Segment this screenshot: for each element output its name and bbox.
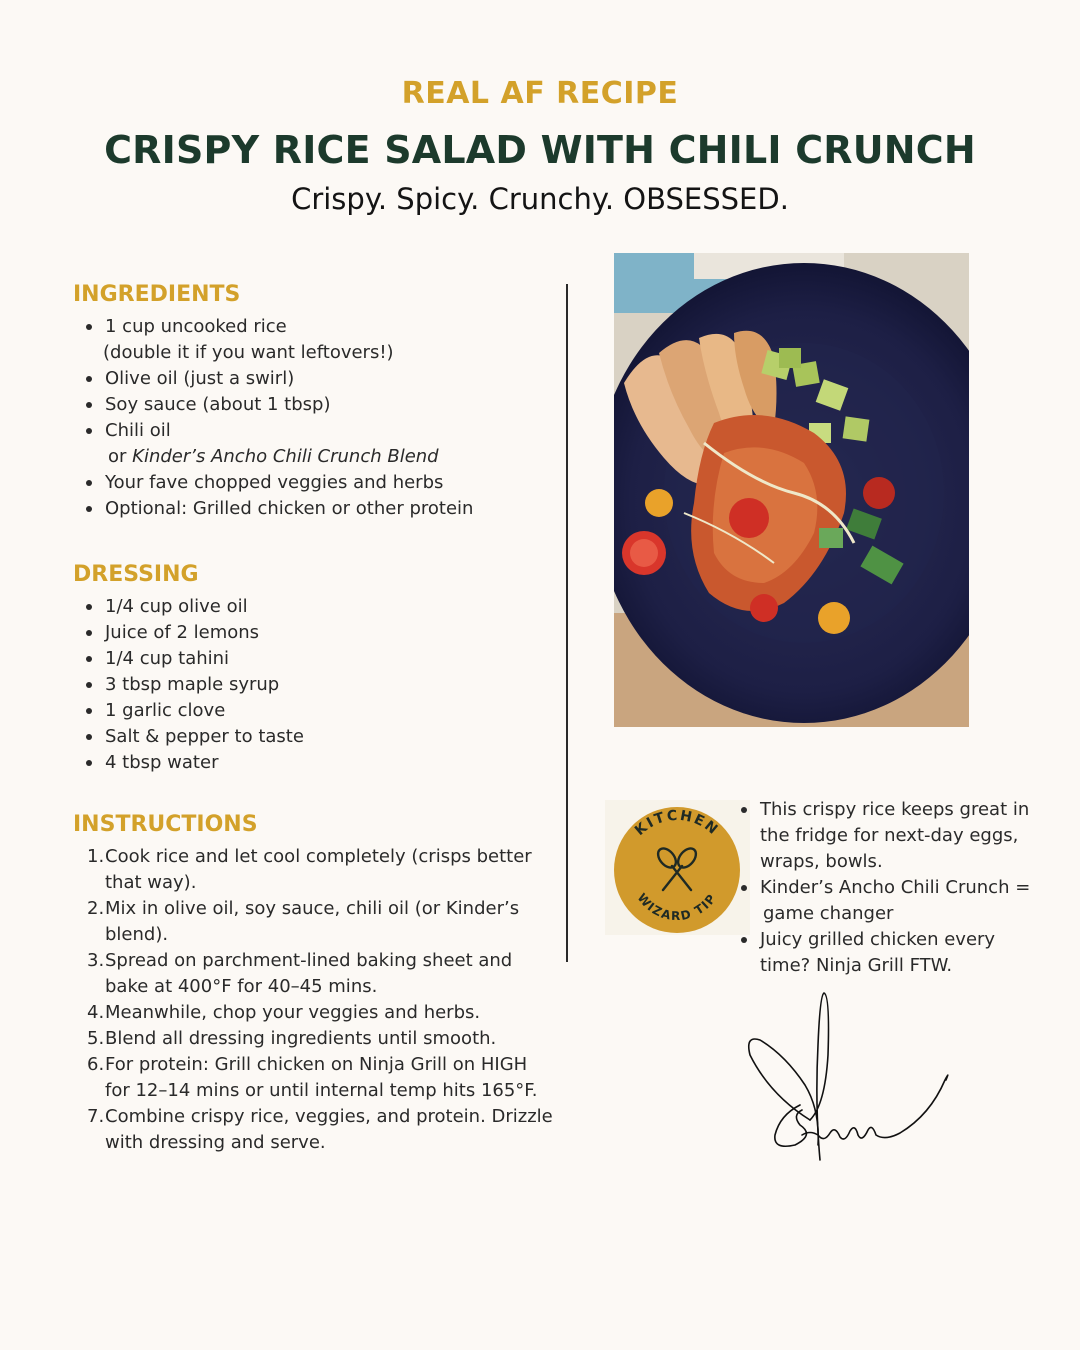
tip-text: Kinder’s Ancho Chili Crunch = xyxy=(760,877,1031,898)
list-item xyxy=(73,1052,553,1104)
list-item xyxy=(728,875,1058,927)
step-number: 1. xyxy=(87,846,105,867)
ingredient-alt-product: Kinder’s Ancho Chili Crunch Blend xyxy=(132,446,439,467)
dressing-heading: DRESSING xyxy=(73,562,199,587)
tips-section xyxy=(728,797,1058,979)
tip-text-cont: time? Ninja Grill FTW. xyxy=(760,955,953,976)
list-item xyxy=(73,1000,553,1026)
column-divider xyxy=(566,284,568,962)
list-item xyxy=(728,927,1058,979)
ingredient-alt-prefix: or xyxy=(108,446,133,467)
step-text: Mix in olive oil, soy sauce, chili oil (or Kinder’s xyxy=(105,898,520,919)
step-text-cont: for 12–14 mins or until internal temp hits 165°F. xyxy=(105,1080,538,1101)
list-item xyxy=(728,797,1058,875)
list-item: Salt & pepper to taste xyxy=(73,724,553,750)
ingredient-text: Chili oil xyxy=(105,420,171,441)
list-item: 4 tbsp water xyxy=(73,750,553,776)
step-text: For protein: Grill chicken on Ninja Grill on HIGH xyxy=(105,1054,528,1075)
list-item: 3 tbsp maple syrup xyxy=(73,672,553,698)
handwritten-signature xyxy=(740,985,960,1175)
list-item: 1/4 cup olive oil xyxy=(73,594,553,620)
list-item xyxy=(73,314,553,366)
recipe-subtitle: Crispy. Spicy. Crunchy. OBSESSED. xyxy=(291,182,789,216)
list-item xyxy=(73,1026,553,1052)
step-text-cont: bake at 400°F for 40–45 mins. xyxy=(105,976,378,997)
instructions-heading: INSTRUCTIONS xyxy=(73,812,258,837)
tip-text-cont: wraps, bowls. xyxy=(760,851,883,872)
list-item xyxy=(73,948,553,1000)
ingredient-text: Optional: Grilled chicken or other protein xyxy=(105,498,474,519)
ingredient-text: 1 cup uncooked rice xyxy=(105,316,287,337)
step-text: Cook rice and let cool completely (crisps better xyxy=(105,846,532,867)
badge-bottom-text: WIZARD TIP xyxy=(634,890,720,924)
list-item xyxy=(73,496,553,522)
dressing-list xyxy=(73,594,553,776)
list-item xyxy=(73,470,553,496)
ingredient-note: (double it if you want leftovers!) xyxy=(103,342,394,363)
tip-text: This crispy rice keeps great in xyxy=(760,799,1030,820)
step-number: 5. xyxy=(87,1028,105,1049)
badge-top-text: KITCHEN xyxy=(632,807,722,840)
tip-text-cont: game changer xyxy=(763,903,894,924)
ingredients-heading: INGREDIENTS xyxy=(73,282,241,307)
step-number: 6. xyxy=(87,1054,105,1075)
step-number: 2. xyxy=(87,898,105,919)
list-item: 1 garlic clove xyxy=(73,698,553,724)
list-item xyxy=(73,896,553,948)
step-text: Combine crispy rice, veggies, and protein. Drizzle xyxy=(105,1106,553,1127)
recipe-kicker: REAL AF RECIPE xyxy=(401,76,679,111)
step-text-cont: with dressing and serve. xyxy=(105,1132,326,1153)
recipe-left-column xyxy=(73,280,553,1156)
list-item xyxy=(73,418,553,470)
tip-text-cont: the fridge for next-day eggs, xyxy=(760,825,1019,846)
tips-list xyxy=(728,797,1058,979)
recipe-title: CRISPY RICE SALAD WITH CHILI CRUNCH xyxy=(104,128,976,172)
ingredient-text: Soy sauce (about 1 tbsp) xyxy=(105,394,331,415)
list-item xyxy=(73,1104,553,1156)
step-text-cont: that way). xyxy=(105,872,197,893)
ingredient-text: Your fave chopped veggies and herbs xyxy=(105,472,444,493)
step-text: Meanwhile, chop your veggies and herbs. xyxy=(105,1002,481,1023)
list-item xyxy=(73,366,553,392)
instructions-list xyxy=(73,844,553,1156)
step-text: Blend all dressing ingredients until smooth. xyxy=(105,1028,497,1049)
tip-text: Juicy grilled chicken every xyxy=(760,929,996,950)
list-item xyxy=(73,844,553,896)
salad-photo xyxy=(614,253,969,727)
step-text: Spread on parchment-lined baking sheet and xyxy=(105,950,513,971)
step-text-cont: blend). xyxy=(105,924,169,945)
list-item: 1/4 cup tahini xyxy=(73,646,553,672)
ingredients-list xyxy=(73,314,553,522)
list-item xyxy=(73,392,553,418)
step-number: 3. xyxy=(87,950,105,971)
ingredient-text: Olive oil (just a swirl) xyxy=(105,368,295,389)
step-number: 4. xyxy=(87,1002,105,1023)
step-number: 7. xyxy=(87,1106,105,1127)
list-item: Juice of 2 lemons xyxy=(73,620,553,646)
